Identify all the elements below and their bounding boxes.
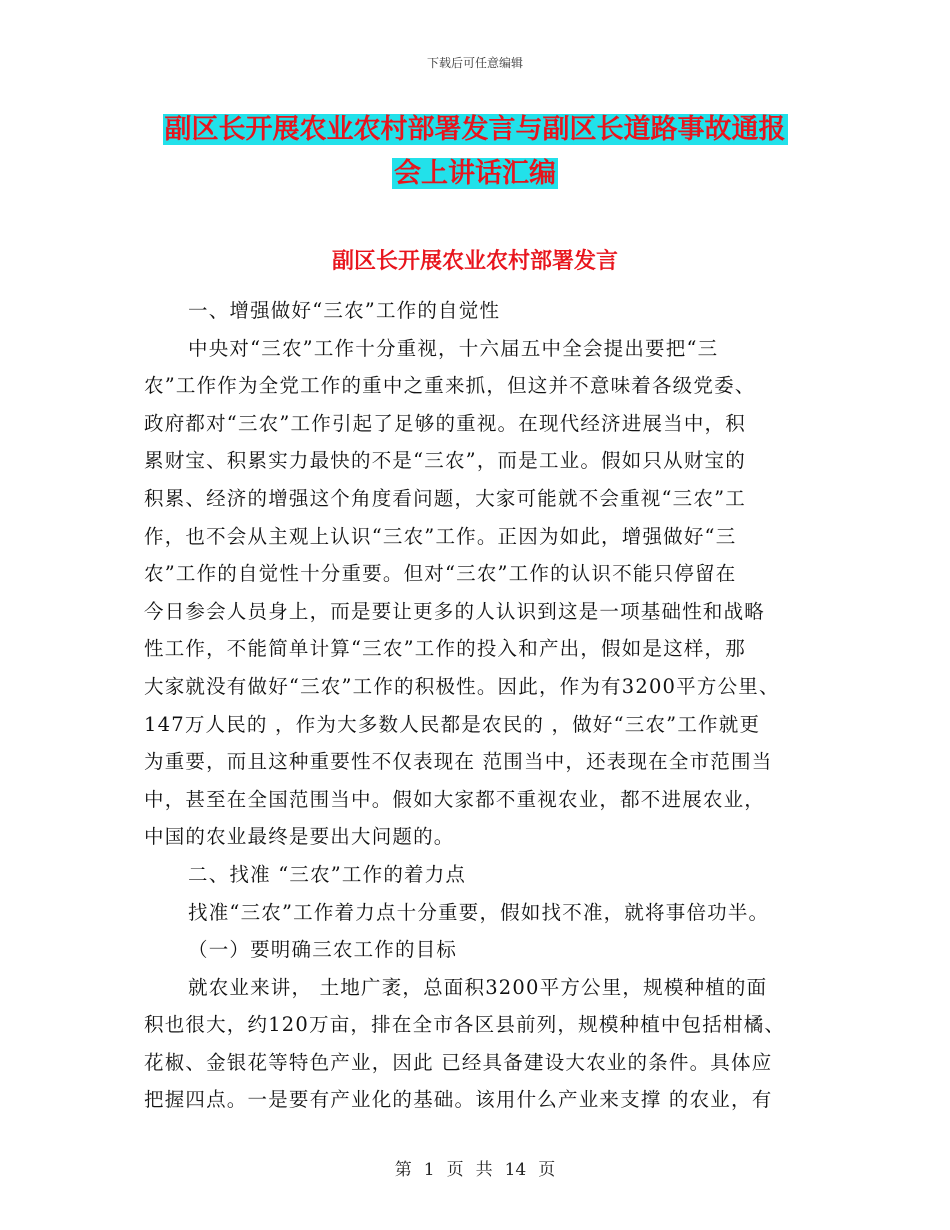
- body-line: 为重要，而且这种重要性不仅表现在 范围当中，还表现在全市范围当: [144, 750, 773, 774]
- body-line: 性工作，不能简单计算“三农”工作的投入和产出，假如是这样，那: [144, 637, 746, 661]
- body-line: 政府都对“三农”工作引起了足够的重视。在现代经济进展当中，积: [144, 411, 746, 435]
- body-line: 积也很大，约120万亩，排在全市各区县前列，规模种植中包括柑橘、: [144, 1013, 786, 1037]
- body-line: （一）要明确三农工作的目标: [188, 938, 458, 962]
- footer-di: 第: [394, 1160, 412, 1180]
- body-line: 中央对“三农”工作十分重视，十六届五中全会提出要把“三: [188, 336, 719, 360]
- footer-total-pages: 14: [504, 1160, 527, 1180]
- section-title: 副区长开展农业农村部署发言: [331, 249, 618, 274]
- body-line: 中国的农业最终是要出大问题的。: [144, 825, 455, 849]
- body-line: 中，甚至在全国范围当中。假如大家都不重视农业，都不进展农业，: [144, 787, 766, 811]
- body-line: 大家就没有做好“三农”工作的积极性。因此，作为有3200平方公里、: [144, 674, 780, 698]
- body-line: 找准“三农”工作着力点十分重要，假如找不准，就将事倍功半。: [188, 900, 770, 924]
- body-line: 就农业来讲， 土地广袤，总面积3200平方公里，规模种植的面: [188, 975, 768, 999]
- body-line: 二、找准 “三农”工作的着力点: [188, 862, 467, 886]
- footer-gong: 共: [475, 1160, 493, 1180]
- body-line: 147万人民的 ，作为大多数人民都是农民的 ，做好“三农”工作就更: [144, 712, 761, 736]
- title-line-1: 副区长开展农业农村部署发言与副区长道路事故通报: [164, 114, 786, 145]
- footer-ye-2: 页: [538, 1160, 556, 1180]
- footer-page-number: 1: [423, 1160, 435, 1180]
- body-line: 作，也不会从主观上认识“三农”工作。正因为如此，增强做好“三: [144, 524, 737, 548]
- body-line: 累财宝、积累实力最快的不是“三农”，而是工业。假如只从财宝的: [144, 449, 746, 473]
- body-line: 一、增强做好“三农”工作的自觉性: [188, 299, 501, 322]
- body-line: 花椒、金银花等特色产业，因此 已经具备建设大农业的条件。具体应: [144, 1050, 773, 1074]
- document-title: [0, 108, 950, 196]
- document-body: [144, 292, 812, 1119]
- body-line: 把握四点。一是要有产业化的基础。该用什么产业来支撑 的农业，有: [144, 1088, 773, 1112]
- page-footer: [0, 1155, 950, 1180]
- body-line: 农”工作的自觉性十分重要。但对“三农”工作的认识不能只停留在: [144, 562, 737, 586]
- body-line: 今日参会人员身上，而是要让更多的人认识到这是一项基础性和战略: [144, 599, 766, 623]
- body-line: 农”工作作为全党工作的重中之重来抓，但这并不意味着各级党委、: [144, 374, 756, 398]
- header-note: 下载后可任意编辑: [426, 56, 523, 70]
- body-line: 积累、经济的增强这个角度看问题，大家可能就不会重视“三农”工: [144, 486, 746, 510]
- title-line-2: 会上讲话汇编: [394, 158, 556, 189]
- footer-ye: 页: [446, 1160, 464, 1180]
